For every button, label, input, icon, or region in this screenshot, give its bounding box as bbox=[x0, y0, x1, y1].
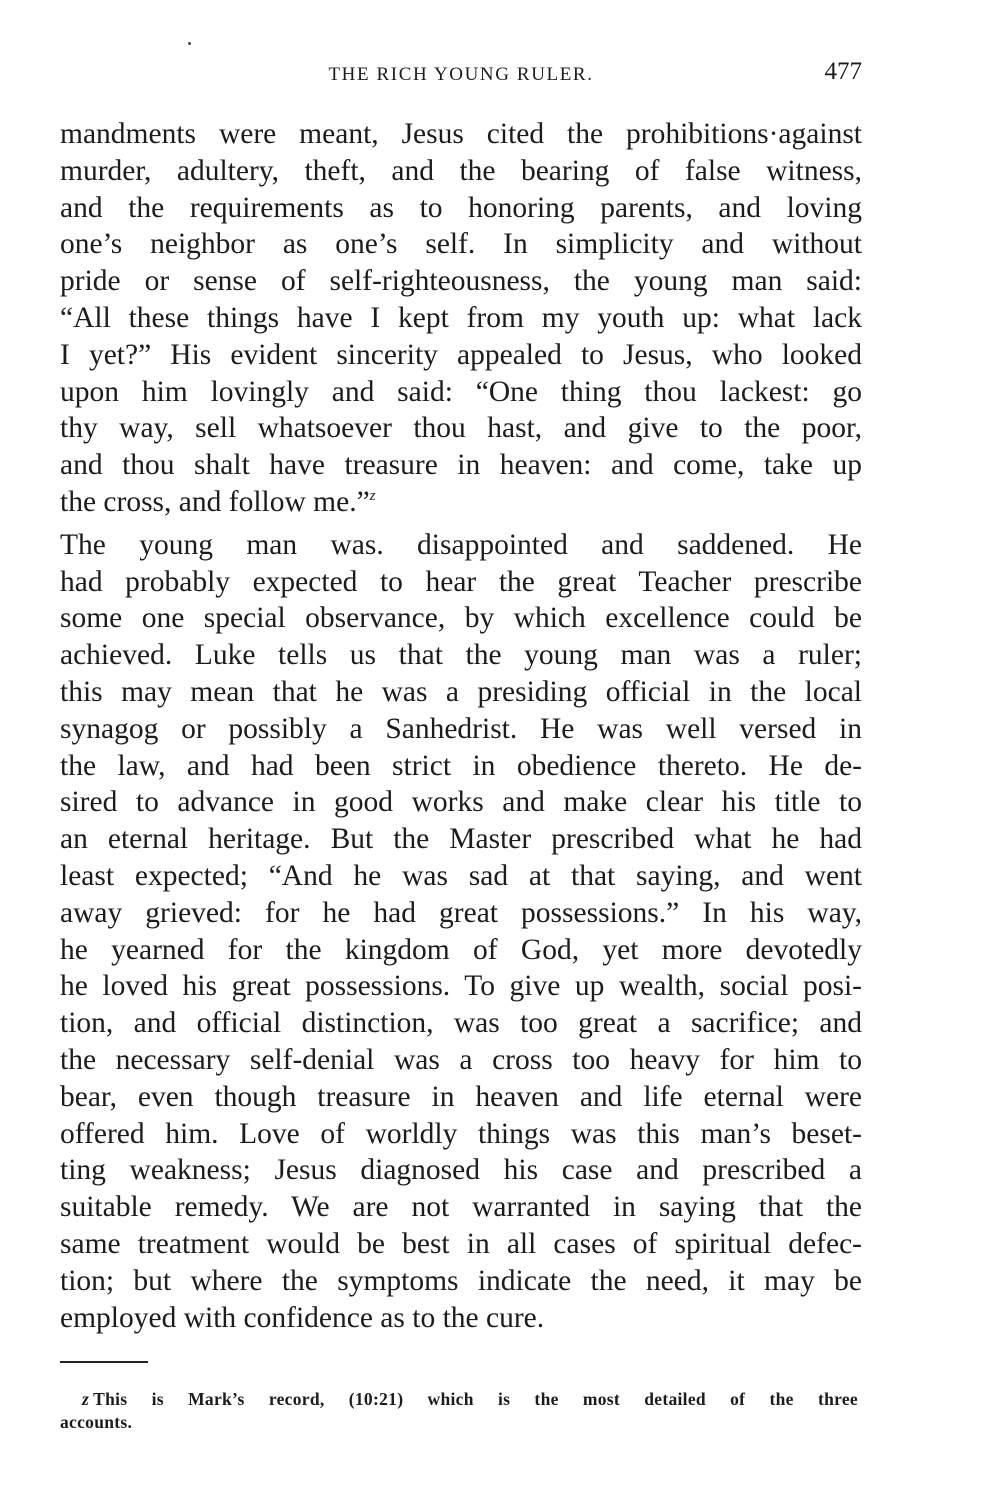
text-line: The young man was. disappointed and saddened. He bbox=[60, 528, 862, 561]
text-line bbox=[60, 484, 862, 521]
text-line: one’s neighbor as one’s self. In simplicity and without bbox=[60, 228, 862, 261]
text-line: offered him. Love of worldly things was this man’s beset- bbox=[60, 1117, 862, 1150]
text-line: some one special observance, by which excellence could be bbox=[60, 602, 862, 635]
text-line: pride or sense of self-righteousness, the young man said: bbox=[60, 265, 862, 298]
footnote-line bbox=[60, 1388, 858, 1411]
text-line-content: the cross, and follow me.” bbox=[60, 485, 370, 518]
text-line: the necessary self-denial was a cross too heavy for him to bbox=[60, 1043, 862, 1076]
page-header bbox=[60, 58, 862, 92]
text-line: mandments were meant, Jesus cited the prohibitions·against bbox=[60, 118, 862, 150]
text-line: he loved his great possessions. To give up wealth, social posi- bbox=[60, 970, 862, 1003]
footnote-text: This is Mark’s record, (10:21) which is the most detailed of the three bbox=[93, 1389, 858, 1409]
footnote bbox=[60, 1388, 858, 1434]
text-line: murder, adultery, theft, and the bearing of false witness, bbox=[60, 154, 862, 187]
text-line: achieved. Luke tells us that the young man was a ruler; bbox=[60, 639, 862, 672]
text-line: the law, and had been strict in obedience thereto. He de- bbox=[60, 749, 862, 782]
running-head: THE RICH YOUNG RULER. bbox=[328, 64, 594, 85]
text-line: an eternal heritage. But the Master prescribed what he had bbox=[60, 823, 862, 856]
footnote-divider bbox=[60, 1361, 148, 1363]
text-line: synagog or possibly a Sanhedrist. He was well versed in bbox=[60, 712, 862, 745]
text-line: employed with confidence as to the cure. bbox=[60, 1301, 545, 1334]
text-line: upon him lovingly and said: “One thing thou lackest: go bbox=[60, 375, 862, 408]
body-text bbox=[60, 116, 862, 1336]
text-line: ting weakness; Jesus diagnosed his case and prescribed a bbox=[60, 1154, 862, 1187]
text-line: bear, even though treasure in heaven and life eternal were bbox=[60, 1080, 862, 1113]
text-line: tion, and official distinction, was too great a sacrifice; and bbox=[60, 1007, 862, 1040]
text-line: I yet?” His evident sincerity appealed to Jesus, who looked bbox=[60, 338, 862, 371]
paragraph-2 bbox=[60, 527, 862, 1337]
text-line: tion; but where the symptoms indicate the need, it may be bbox=[60, 1264, 862, 1297]
text-line: suitable remedy. We are not warranted in saying that the bbox=[60, 1191, 862, 1224]
paragraph-1 bbox=[60, 116, 862, 521]
text-line: thy way, sell whatsoever thou hast, and give to the poor, bbox=[60, 412, 862, 445]
footnote-line: accounts. bbox=[60, 1412, 133, 1432]
text-line: “All these things have I kept from my youth up: what lack bbox=[60, 301, 862, 334]
text-line: same treatment would be best in all cases of spiritual defec- bbox=[60, 1227, 862, 1260]
text-line: sired to advance in good works and make clear his title to bbox=[60, 786, 862, 819]
scan-speck bbox=[188, 42, 191, 45]
footnote-marker: z bbox=[82, 1389, 90, 1409]
text-line: had probably expected to hear the great Teacher prescribe bbox=[60, 565, 862, 598]
footnote-reference: z bbox=[369, 488, 376, 505]
text-line: this may mean that he was a presiding official in the local bbox=[60, 675, 862, 708]
page-number: 477 bbox=[824, 58, 862, 85]
text-line: away grieved: for he had great possessions.” In his way, bbox=[60, 896, 862, 929]
text-line: he yearned for the kingdom of God, yet more devotedly bbox=[60, 933, 862, 966]
text-line: and thou shalt have treasure in heaven: and come, take up bbox=[60, 449, 862, 482]
text-line: and the requirements as to honoring parents, and loving bbox=[60, 191, 862, 224]
text-line: least expected; “And he was sad at that saying, and went bbox=[60, 859, 862, 892]
